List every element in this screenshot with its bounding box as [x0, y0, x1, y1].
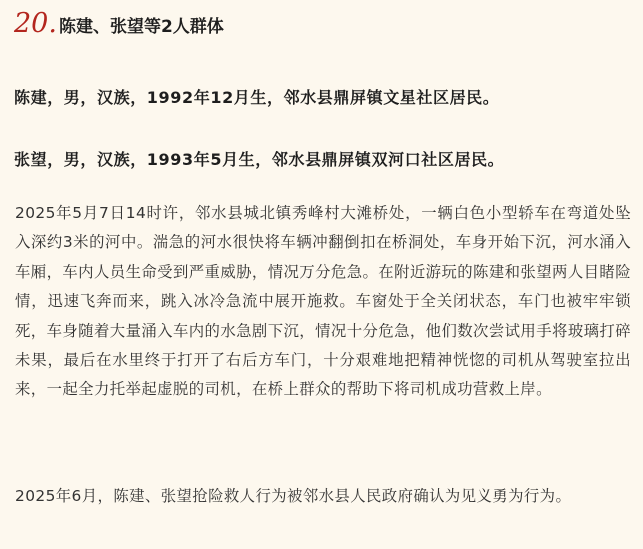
person-info-chen-jian: 陈建，男，汉族，1992年12月生，邻水县鼎屏镇文星社区居民。	[14, 88, 500, 107]
section-number: 20.	[14, 8, 57, 39]
rescue-description-paragraph: 2025年5月7日14时许，邻水县城北镇秀峰村大滩桥处，一辆白色小型轿车在弯道处坠入深约3米的河中。湍急的河水很快将车辆冲翻倒扣在桥洞处，车身开始下沉，河水涌入车厢，车内人员生命受到严重威胁，情况万分危急。在附近游玩的陈建和张望两人目睹险情，迅速飞奔而来，跳入冰冷急流中展开施救。车窗处于全关闭状态，车门也被牢牢锁死，车身随着大量涌入车内的水急剧下沉，情况十分危急，他们数次尝试用手将玻璃打碎未果，最后在水里终于打开了右后方车门，十分艰难地把精神恍惚的司机从驾驶室拉出来，一起全力托举起虚脱的司机，在桥上群众的帮助下将司机成功营救上岸。	[15, 204, 631, 399]
section-heading	[14, 8, 224, 42]
person-info-zhang-wang: 张望，男，汉族，1993年5月生，邻水县鼎屏镇双河口社区居民。	[14, 150, 505, 169]
recognition-paragraph: 2025年6月，陈建、张望抢险救人行为被邻水县人民政府确认为见义勇为行为。	[15, 487, 572, 505]
section-title: 陈建、张望等2人群体	[58, 17, 224, 37]
